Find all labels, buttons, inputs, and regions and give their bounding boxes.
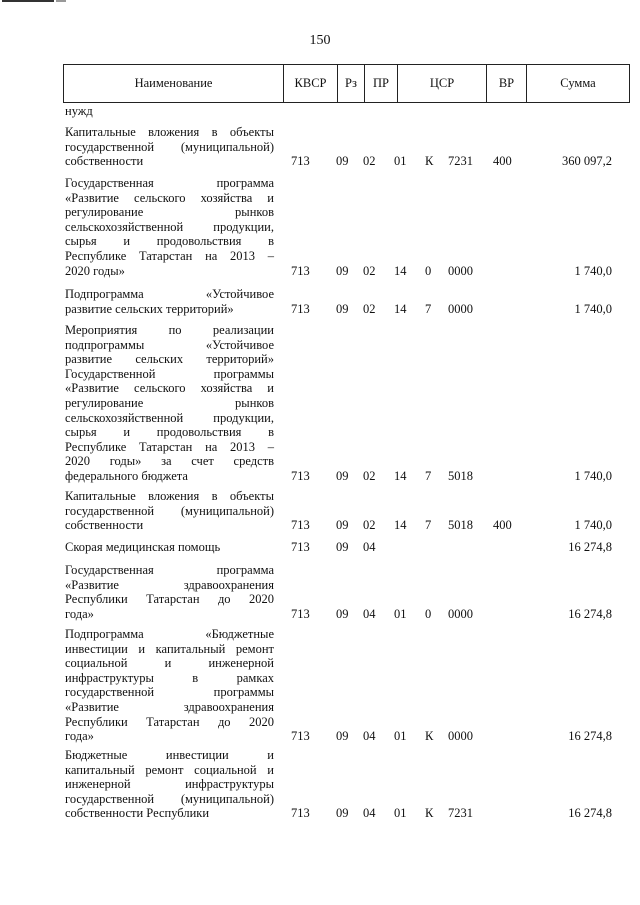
row-name-line: года» — [65, 606, 94, 621]
row-pr: 04 — [363, 540, 376, 554]
row-csr-subprogram: К — [425, 729, 434, 744]
row-name-line: Подпрограмма «Устойчивое — [65, 287, 274, 301]
row-name-line: государственной (муниципальной) — [65, 139, 274, 154]
row-kvsr: 713 — [291, 806, 310, 821]
row-name-line: сырья и продовольствия в — [65, 425, 274, 440]
row-name-line: регулирование рынков — [65, 205, 274, 220]
row-rz: 09 — [336, 806, 349, 821]
row-name-line: Государственная программа — [65, 563, 274, 577]
row-csr-code: 0000 — [448, 263, 473, 278]
row-csr-code: 0000 — [448, 301, 473, 316]
row-pr: 02 — [363, 154, 376, 169]
row-pr: 02 — [363, 518, 376, 533]
row-rz: 09 — [336, 301, 349, 316]
page-number: 150 — [309, 33, 331, 48]
row-sum: 16 274,8 — [568, 540, 612, 554]
header-rz: Рз — [337, 65, 364, 102]
row-rz: 09 — [336, 263, 349, 278]
row-name-line: Капитальные вложения в объекты — [65, 125, 274, 139]
row-sum: 360 097,2 — [562, 154, 612, 169]
row-name-line: собственности — [65, 518, 144, 533]
row-sum: 16 274,8 — [568, 606, 612, 621]
row-kvsr: 713 — [291, 469, 310, 483]
row-vr: 400 — [493, 154, 512, 169]
row-csr-code: 7231 — [448, 154, 473, 169]
row-rz: 09 — [336, 469, 349, 483]
row-kvsr: 713 — [291, 301, 310, 316]
row-csr-subprogram: 0 — [425, 263, 432, 278]
row-csr-subprogram: 7 — [425, 301, 432, 316]
row-rz: 09 — [336, 606, 349, 621]
row-csr-program: 14 — [394, 301, 407, 316]
row-name-line: 2020 годы» за счет средств — [65, 454, 274, 469]
row-csr-code: 7231 — [448, 806, 473, 821]
row-name-line: государственной программы — [65, 685, 274, 700]
row-csr-subprogram: 7 — [425, 469, 432, 483]
row-rz: 09 — [336, 540, 349, 554]
row-name-line: развитие сельских территорий» — [65, 301, 234, 316]
row-sum: 16 274,8 — [568, 806, 612, 821]
row-csr-code: 0000 — [448, 606, 473, 621]
row-name-line: государственной (муниципальной) — [65, 503, 274, 518]
row-sum: 1 740,0 — [574, 518, 612, 533]
row-csr-code: 5018 — [448, 518, 473, 533]
row-pr: 02 — [363, 263, 376, 278]
row-name-line: государственной (муниципальной) — [65, 791, 274, 806]
row-name-line: федерального бюджета — [65, 469, 188, 483]
row-name-line: собственности Республики — [65, 806, 210, 821]
row-name-line: сырья и продовольствия в — [65, 234, 274, 249]
row-name-line: Государственной программы — [65, 366, 274, 381]
row-kvsr: 713 — [291, 540, 310, 554]
row-name-line: «Развитие здравоохранения — [65, 700, 274, 714]
row-name-line: «Развитие сельского хозяйства и — [65, 190, 274, 205]
row-name-line: Республике Татарстан на 2013 – — [65, 439, 274, 454]
row-csr-program: 01 — [394, 729, 407, 744]
row-csr-subprogram: 7 — [425, 518, 432, 533]
row-vr: 400 — [493, 518, 512, 533]
header-csr: ЦСР — [397, 65, 486, 102]
row-name-line: Республике Татарстан на 2013 – — [65, 249, 274, 263]
row-name-line: года» — [65, 729, 94, 744]
row-name-line: инвестиции и капитальный ремонт — [65, 641, 274, 656]
row-kvsr: 713 — [291, 729, 310, 744]
row-pr: 04 — [363, 729, 376, 744]
row-name-line: Республики Татарстан до 2020 — [65, 592, 274, 607]
row-name-line: Капитальные вложения в объекты — [65, 489, 274, 503]
row-name-line: Мероприятия по реализации — [65, 323, 274, 337]
row-name-line: социальной и инженерной — [65, 656, 274, 671]
row-sum: 1 740,0 — [574, 469, 612, 483]
row-csr-subprogram: К — [425, 806, 434, 821]
row-name-line: капитальный ремонт социальной и — [65, 762, 274, 777]
row-name-line: регулирование рынков — [65, 396, 274, 410]
row-name-line: Республики Татарстан до 2020 — [65, 714, 274, 729]
row-csr-program: 14 — [394, 469, 407, 483]
row-name-line: инженерной инфраструктуры — [65, 777, 274, 792]
row-kvsr: 713 — [291, 154, 310, 169]
row-csr-program: 01 — [394, 154, 407, 169]
row-name-line: подпрограммы «Устойчивое — [65, 337, 274, 352]
row-name-line: «Развитие сельского хозяйства и — [65, 381, 274, 396]
row-csr-subprogram: К — [425, 154, 434, 169]
row-name-line: Государственная программа — [65, 176, 274, 190]
continued-text: нужд — [65, 104, 93, 118]
row-name-line: 2020 годы» — [65, 263, 125, 278]
row-name-line: «Развитие здравоохранения — [65, 577, 274, 592]
row-kvsr: 713 — [291, 518, 310, 533]
row-pr: 02 — [363, 469, 376, 483]
row-pr: 04 — [363, 806, 376, 821]
header-sum: Сумма — [526, 65, 629, 102]
row-name-line: инфраструктуры в рамках — [65, 670, 274, 685]
row-pr: 02 — [363, 301, 376, 316]
row-name-line: развитие сельских территорий» — [65, 352, 274, 367]
row-sum: 1 740,0 — [574, 301, 612, 316]
row-csr-code: 0000 — [448, 729, 473, 744]
header-name: Наименование — [134, 76, 213, 90]
row-csr-program: 01 — [394, 606, 407, 621]
row-name-line: Подпрограмма «Бюджетные — [65, 627, 274, 641]
row-sum: 1 740,0 — [574, 263, 612, 278]
row-csr-program: 14 — [394, 518, 407, 533]
row-sum: 16 274,8 — [568, 729, 612, 744]
row-csr-subprogram: 0 — [425, 606, 432, 621]
row-name-line: собственности — [65, 154, 144, 169]
row-name-line: сельскохозяйственной продукции, — [65, 219, 274, 234]
header-kvsr: КВСР — [283, 65, 337, 102]
row-rz: 09 — [336, 154, 349, 169]
row-name-line: Бюджетные инвестиции и — [65, 748, 274, 762]
row-name-line: Скорая медицинская помощь — [65, 540, 221, 554]
row-pr: 04 — [363, 606, 376, 621]
header-pr: ПР — [364, 65, 397, 102]
row-name-line: сельскохозяйственной продукции, — [65, 410, 274, 425]
row-kvsr: 713 — [291, 606, 310, 621]
header-vr: ВР — [486, 65, 526, 102]
row-csr-program: 14 — [394, 263, 407, 278]
row-csr-program: 01 — [394, 806, 407, 821]
row-rz: 09 — [336, 518, 349, 533]
row-kvsr: 713 — [291, 263, 310, 278]
row-csr-code: 5018 — [448, 469, 473, 483]
row-rz: 09 — [336, 729, 349, 744]
